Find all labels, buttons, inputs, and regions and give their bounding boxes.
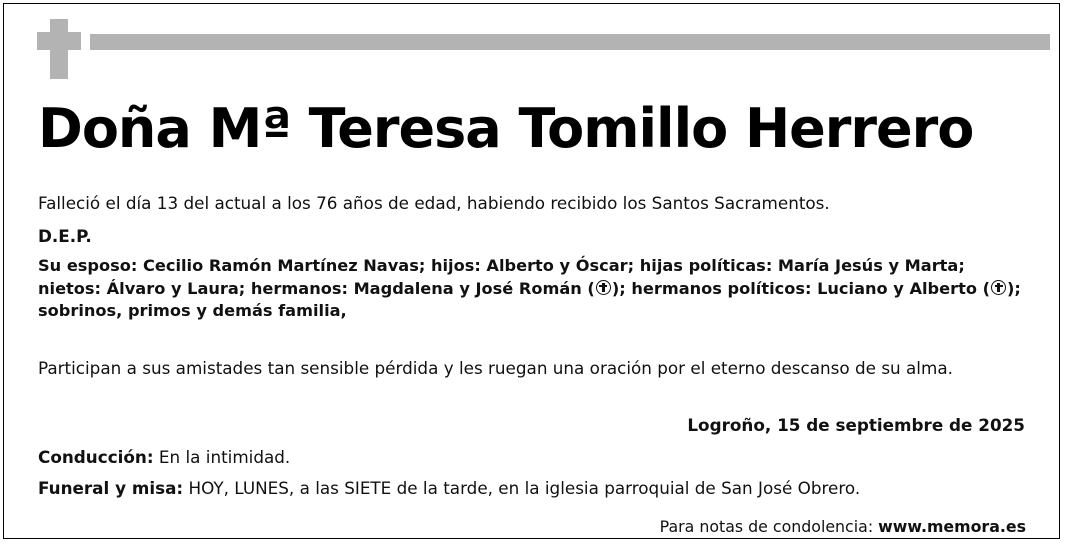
family-line-1: Su esposo: Cecilio Ramón Martínez Navas; hijos: Alberto y Óscar; hijas políticas: María Jesús y Marta; (38, 256, 965, 275)
family-list (38, 255, 1021, 323)
death-announcement: Falleció el día 13 del actual a los 76 años de edad, habiendo recibido los Santos Sacramentos. (38, 193, 830, 213)
conduccion-line (38, 445, 290, 469)
condolence-link[interactable]: www.memora.es (878, 517, 1026, 536)
rip-label: D.E.P. (38, 226, 92, 246)
funeral-line (38, 476, 860, 500)
conduccion-value: En la intimidad. (153, 447, 291, 467)
conduccion-label: Conducción: (38, 447, 154, 467)
condolence-text: Para notas de condolencia: (659, 517, 879, 536)
obituary-card (3, 3, 1060, 539)
deceased-cross-icon (991, 280, 1006, 295)
family-line-2: nietos: Álvaro y Laura; hermanos: Magdalena y José Román ( ); hermanos políticos: Luciano y Alberto ( ); (38, 278, 1021, 298)
deceased-name: Doña Mª Teresa Tomillo Herrero (38, 97, 974, 160)
funeral-label: Funeral y misa: (38, 478, 184, 498)
cross-icon (37, 19, 81, 79)
family-line-3: sobrinos, primos y demás familia, (38, 301, 347, 320)
place-date: Logroño, 15 de septiembre de 2025 (687, 415, 1025, 435)
funeral-value: HOY, LUNES, a las SIETE de la tarde, en la iglesia parroquial de San José Obrero. (183, 478, 861, 498)
condolence-note (660, 516, 1026, 538)
invitation-text: Participan a sus amistades tan sensible pérdida y les ruegan una oración por el eterno descanso de su alma. (38, 358, 953, 378)
deceased-cross-icon (596, 280, 611, 295)
header-rule (90, 34, 1050, 50)
